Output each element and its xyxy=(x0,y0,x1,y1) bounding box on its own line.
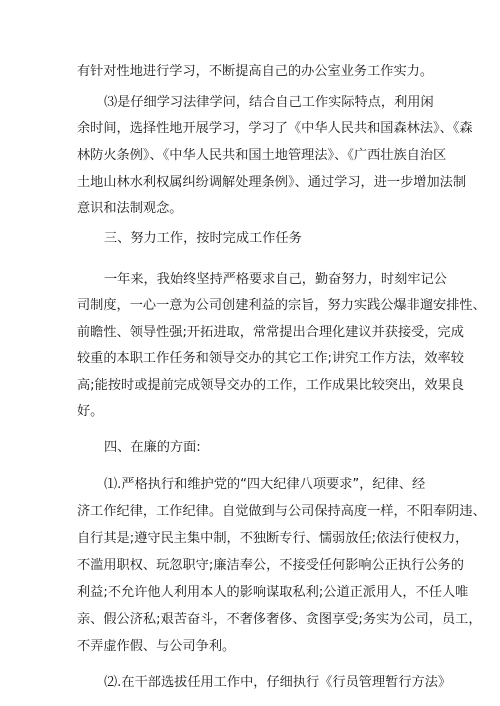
paragraph-line: 有针对性地进行学习，不断提高自己的办公室业务工作实力。 xyxy=(77,64,434,79)
paragraph-line: 自行其是;遵守民主集中制，不独断专行、懦弱放任;依法行使权力， xyxy=(77,531,469,546)
paragraph-line: 前瞻性、领导性强;开拓进取，常常提出合理化建议并获接受，完成 xyxy=(77,325,464,340)
paragraph-line: 较重的本职工作任务和领导交办的其它工作;讲究工作方法，效率较 xyxy=(77,351,464,366)
paragraph-line: 济工作纪律，工作纪律。自觉做到与公司保持高度一样，不阳奉阴违、 xyxy=(77,504,486,519)
paragraph-line: ⑴.严格执行和维护党的“四大纪律八项要求”，纪律、经 xyxy=(104,477,426,492)
paragraph-line: 亲、假公济私;艰苦奋斗，不奢侈奢侈、贪图享受;务实为公司，员工， xyxy=(77,612,482,627)
paragraph-line: ⑶是仔细学习法律学问，结合自己工作实际特点，利用闲 xyxy=(104,95,434,110)
paragraph-line: 利益;不允许他人利用本人的影响谋取私利;公道正派用人，不任人唯 xyxy=(77,585,469,600)
paragraph-line: 一年来，我始终坚持严格要求自己，勤奋努力，时刻牢记公 xyxy=(104,272,447,287)
paragraph-line: 司制度，一心一意为公司创建利益的宗旨，努力实践公爆非遛安排性、 xyxy=(77,298,486,313)
paragraph-line: 不滥用职权、玩忽职守;廉洁奉公，不接受任何影响公正执行公务的 xyxy=(77,558,464,573)
paragraph-line: 林防火条例》、《中华人民共和国土地管理法》、《广西壮族自治区 xyxy=(77,148,447,163)
paragraph-line: ⑵.在干部选拔任用工作中，仔细执行《行员管理暂行方法》 xyxy=(104,675,452,690)
paragraph-line: 余时间，选择性地开展学习，学习了《中华人民共和国森林法》、《森 xyxy=(77,121,473,136)
paragraph-line: 意识和法制观念。 xyxy=(77,201,183,216)
section-heading: 三、努力工作，按时完成工作任务 xyxy=(104,231,302,246)
paragraph-line: 高;能按时或提前完成领导交办的工作，工作成果比较突出，效果良 xyxy=(77,378,464,393)
paragraph-line: 土地山林水利权属纠纷调解处理条例》、通过学习，进一步增加法制 xyxy=(77,175,467,190)
paragraph-line: 不弄虚作假、与公司争利。 xyxy=(77,639,236,654)
section-heading: 四、在廉的方面: xyxy=(104,440,201,455)
paragraph-line: 好。 xyxy=(77,404,104,419)
